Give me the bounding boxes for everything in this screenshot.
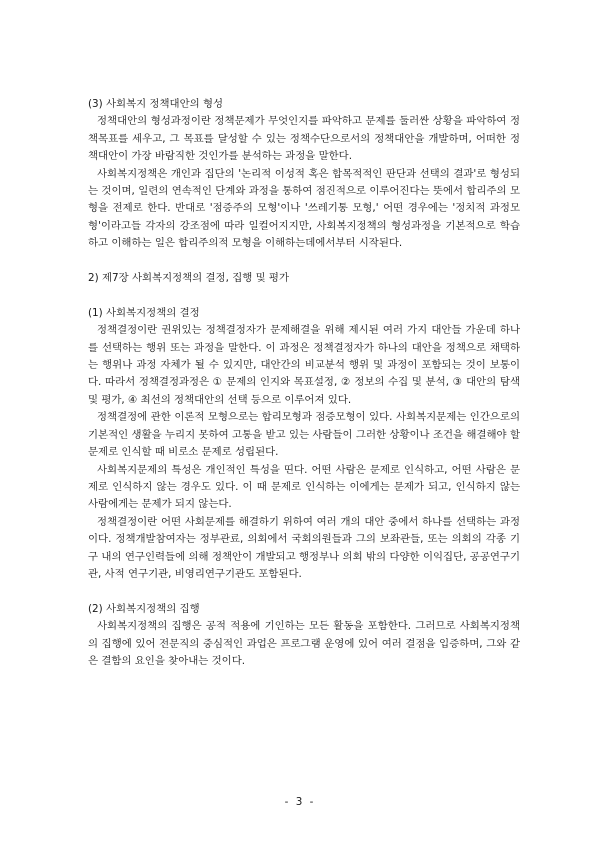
- chapter-heading: 2) 제7장 사회복지정책의 결정, 집행 및 평가: [88, 272, 289, 285]
- paragraph: 정책결정이란 어떤 사회문제를 해결하기 위하여 여러 개의 대안 중에서 하나를 선택하는 과정이다. 정책개발참여자는 정부관료, 의회에서 국회의원들과 그의 보좌관들, 또는 의회의 각종 기구 내의 연구인력들에 의해 정책안이 개발되고 행정부나 의회 밖의 다양한 이익집단, 공공연구기관, 사적 연구기관, 비영리연구기관도 포함된다.: [88, 515, 520, 580]
- section-heading-policy-decision: (1) 사회복지정책의 결정: [88, 306, 200, 319]
- document-body: [88, 96, 520, 670]
- section-heading-policy-implementation: (2) 사회복지정책의 집행: [88, 602, 200, 615]
- paragraph: 정책결정이란 권위있는 정책결정자가 문제해결을 위해 제시된 여러 가지 대안들 가운데 하나를 선택하는 행위 또는 과정을 말한다. 이 과정은 정책결정자가 하나의 대안을 정책으로 채택하는 행위나 과정 자체가 될 수 있지만, 대안간의 비교분석 행위 및 과정이 포함되는 것이 보통이다. 따라서 정책결정과정은 ① 문제의 인지와 목표설정, ② 정보의 수집 및 분석, ③ 대안의 탐색 및 평가, ④ 최선의 정책대안의 선택 등으로 이루어져 있다.: [88, 324, 520, 406]
- paragraph: 사회복지정책은 개인과 집단의 '논리적 이성적 혹은 합목적적인 판단과 선택의 결과'로 형성되는 것이며, 일련의 연속적인 단계와 과정을 통하여 점진적으로 이루어진다는 뜻에서 합리주의 모형을 전제로 한다. 반대로 '점증주의 모형'이나 '쓰레기통 모형,' 어떤 경우에는 '정치적 과정모형'이라고들 각자의 강조점에 따라 일컬어지지만, 사회복지정책의 형성과정을 기본적으로 학습하고 이해하는 일은 합리주의적 모형을 이해하는데에서부터 시작된다.: [88, 167, 520, 250]
- paragraph: 정책대안의 형성과정이란 정책문제가 무엇인지를 파악하고 문제를 둘러싼 상황을 파악하여 정책목표를 세우고, 그 목표를 달성할 수 있는 정책수단으로서의 정책대안을 개발하며, 어떠한 정책대안이 가장 바람직한 것인가를 분석하는 과정을 말한다.: [88, 115, 520, 163]
- paragraph: 사회복지정책의 집행은 공적 적용에 기인하는 모든 활동을 포함한다. 그러므로 사회복지정책의 집행에 있어 전문직의 중심적인 과업은 프로그램 운영에 있어 여러 결점을 입증하며, 그와 같은 결함의 요인을 찾아내는 것이다.: [88, 620, 520, 667]
- page-number: - 3 -: [284, 796, 316, 808]
- paragraph: 사회복지문제의 특성은 개인적인 특성을 띤다. 어떤 사람은 문제로 인식하고, 어떤 사람은 문제로 인식하지 않는 경우도 있다. 이 때 문제로 인식하는 이에게는 문제가 되고, 인식하지 않는 사람에게는 문제가 되지 않는다.: [88, 463, 520, 511]
- paragraph: 정책결정에 관한 이론적 모형으로는 합리모형과 점증모형이 있다. 사회복지문제는 인간으로의 기본적인 생활을 누리지 못하여 고통을 받고 있는 사람들이 그러한 상황이나 조건을 해결해야 할 문제로 인식할 때 비로소 문제로 성립된다.: [88, 411, 520, 459]
- section-heading-policy-alternatives: (3) 사회복지 정책대안의 형성: [88, 98, 224, 110]
